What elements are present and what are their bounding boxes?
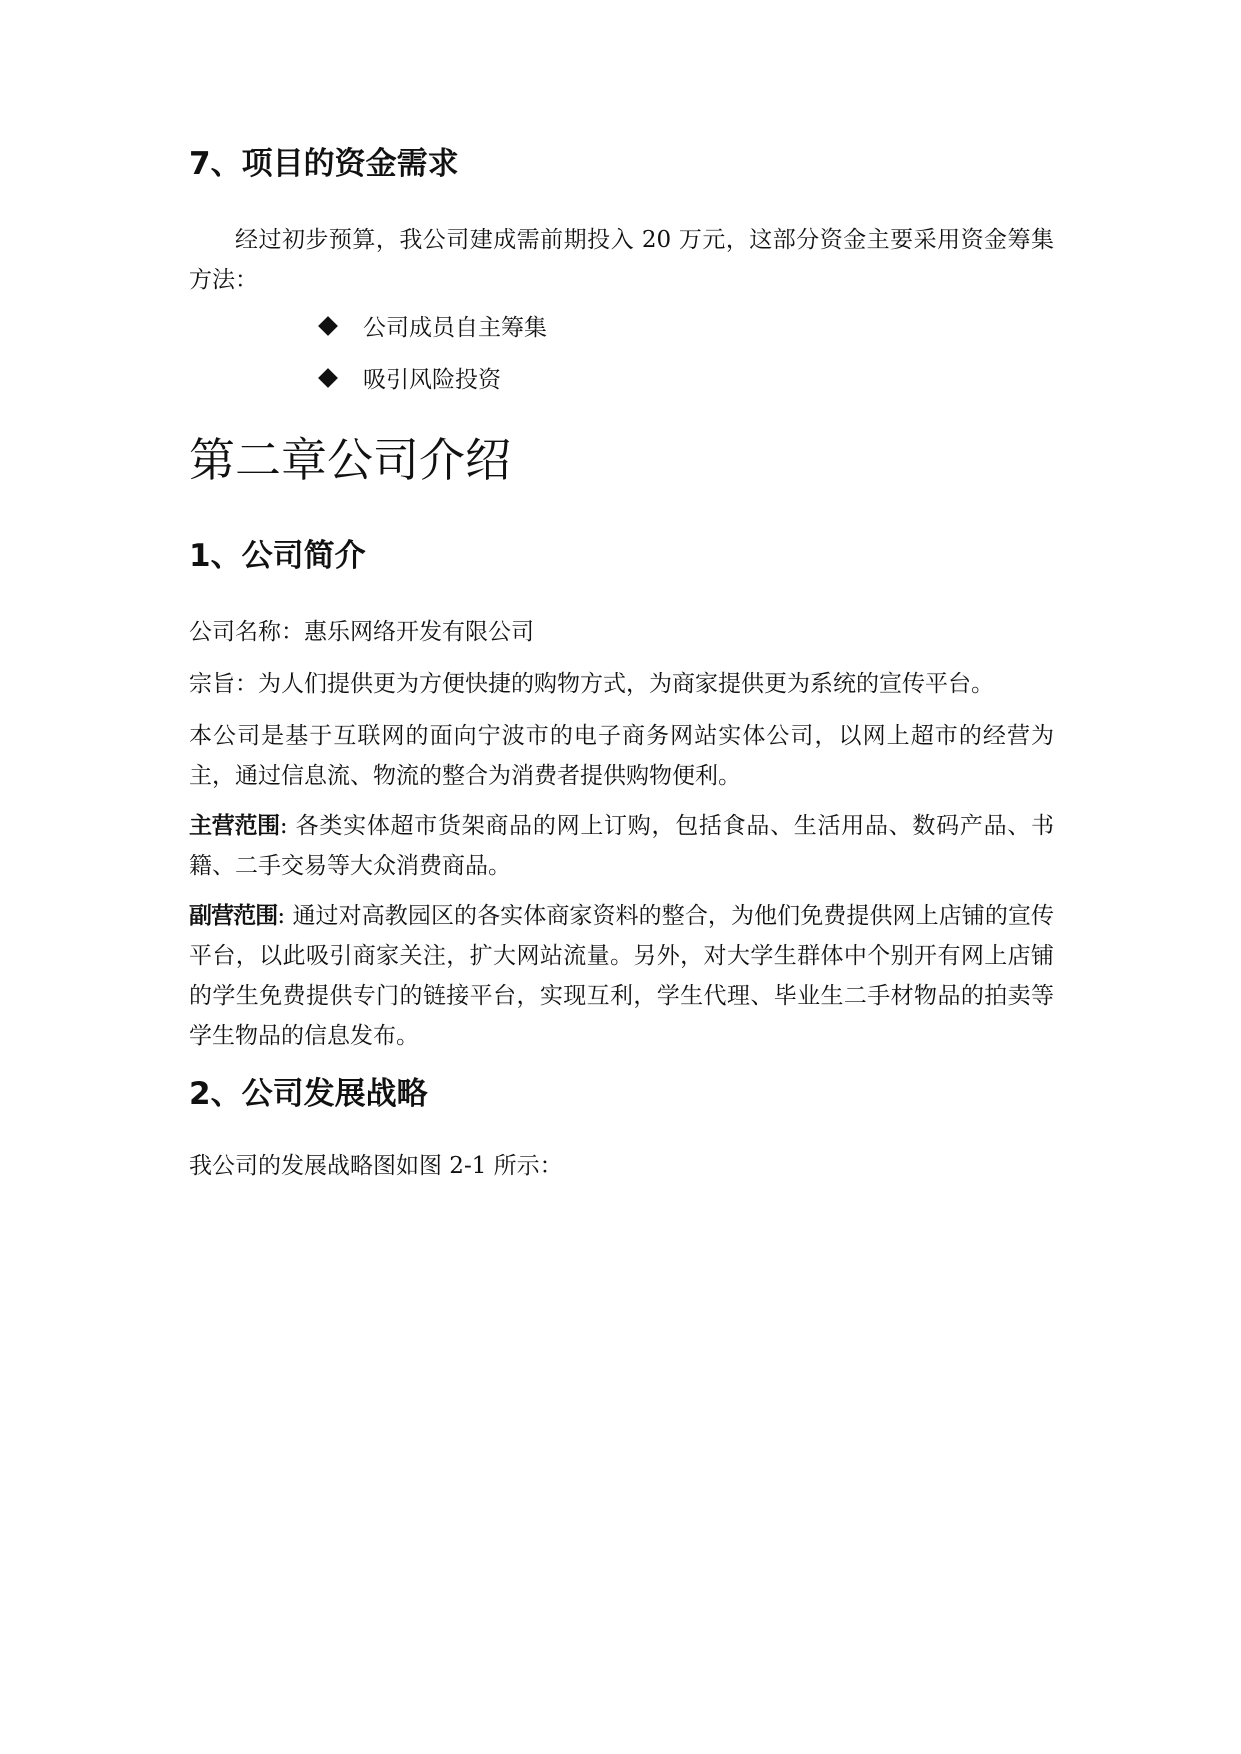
- bullet-item: [321, 310, 547, 346]
- company-intro-paragraph: 本公司是基于互联网的面向宁波市的电子商务网站实体公司，以网上超市的经营为主，通过信息流、物流的整合为消费者提供购物便利。: [189, 723, 1054, 789]
- bullet-text: 公司成员自主筹集: [363, 315, 547, 341]
- diamond-bullet-icon: [318, 368, 338, 388]
- diamond-bullet-icon: [318, 316, 338, 336]
- company-purpose-line: 宗旨：为人们提供更为方便快捷的购物方式，为商家提供更为系统的宣传平台。: [189, 671, 994, 697]
- bullet-text: 吸引风险投资: [363, 367, 501, 393]
- bullet-item: [321, 362, 501, 398]
- secondary-scope-label: 副营范围: [189, 903, 278, 929]
- chapter-2-title: 第二章公司介绍: [189, 433, 511, 487]
- secondary-scope-paragraph: [189, 896, 1054, 1056]
- company-name-line: 公司名称：惠乐网络开发有限公司: [189, 619, 534, 645]
- section-2-paragraph: 我公司的发展战略图如图 2-1 所示：: [189, 1153, 563, 1179]
- section-7-paragraph: 经过初步预算，我公司建成需前期投入 20 万元，这部分资金主要采用资金筹集方法：: [189, 227, 1054, 293]
- section-2-heading: 2、公司发展战略: [189, 1076, 428, 1112]
- main-scope-text: : 各类实体超市货架商品的网上订购，包括食品、生活用品、数码产品、书籍、二手交易等大众消费商品。: [189, 813, 1055, 879]
- main-scope-paragraph: [189, 806, 1054, 886]
- main-scope-label: 主营范围: [189, 813, 280, 839]
- secondary-scope-text: : 通过对高教园区的各实体商家资料的整合，为他们免费提供网上店铺的宣传平台，以此吸引商家关注，扩大网站流量。另外，对大学生群体中个别开有网上店铺的学生免费提供专门的链接平台，实现互利，学生代理、毕业生二手材物品的拍卖等学生物品的信息发布。: [189, 903, 1055, 1049]
- section-1-heading: 1、公司简介: [189, 538, 366, 574]
- section-7-heading: 7、项目的资金需求: [189, 146, 459, 182]
